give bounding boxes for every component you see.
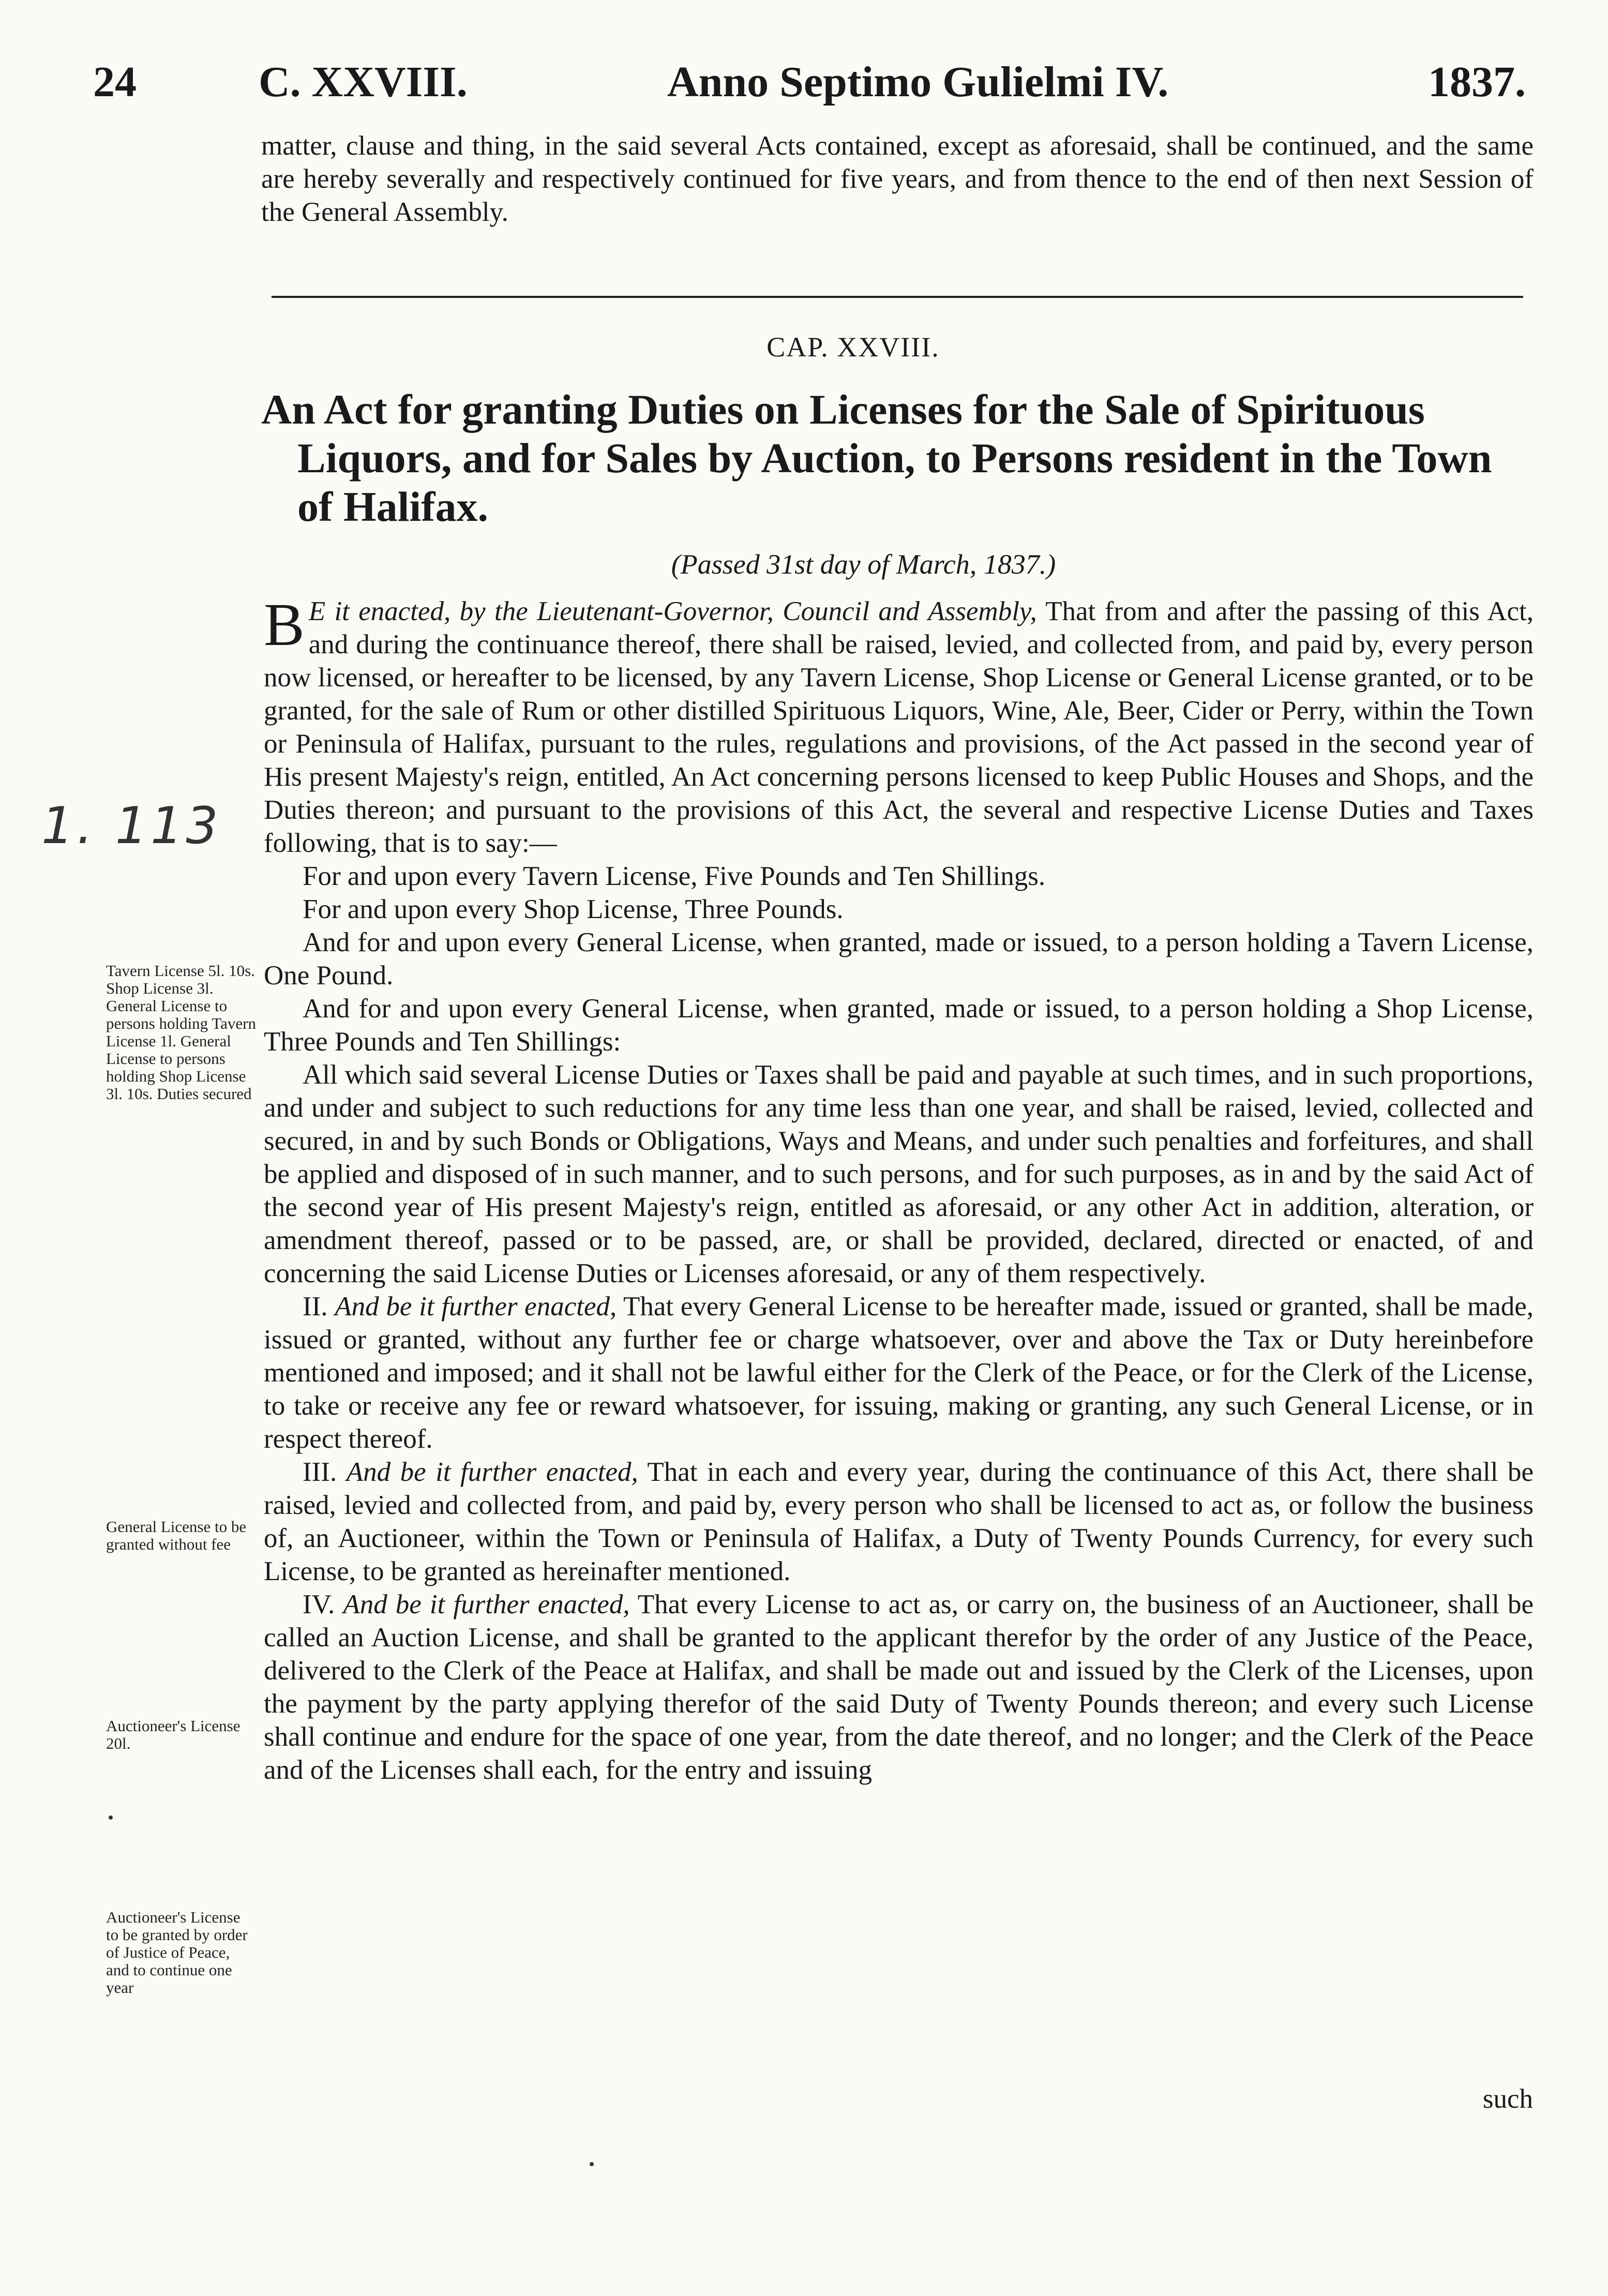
page-number: 24 — [93, 58, 137, 106]
section-4 — [264, 1588, 1534, 1787]
continued-text: matter, clause and thing, in the said several Acts contained, except as aforesaid, shall be continued, and the same are hereby severally and respectively continued for five years, and from thence to the end of then next Session of the General Assembly. — [261, 131, 1534, 227]
paragraph-text: That from and after the passing of this Act, and during the continuance thereof, there shall be raised, levied, and collected from, and paid by, every person now licensed, or hereafter to be licensed, by any Tavern License, Shop License or General License granted, or to be granted, for the sale of Rum or other distilled Spirituous Liquors, Wine, Ale, Beer, Cider or Perry, within the Town or Peninsula of Halifax, pursuant to the rules, regulations and provisions, of the Act passed in the second year of His present Majesty's reign, entitled, An Act concerning persons licensed to keep Public Houses and Shops, and the Duties thereon; and pursuant to the provisions of this Act, the several and respective License Duties and Taxes following, that is to say:— — [264, 596, 1534, 858]
running-title: Anno Septimo Gulielmi IV. — [667, 58, 1169, 106]
section-text: That every License to act as, or carry on, the business of an Auctioneer, shall be called an Auction License, and shall be granted to the applicant therefor by the order of any Justice of the Peace, delivered to the Clerk of the Peace at Halifax, and shall be made out and issued by the Clerk of the Licenses, upon the payment by the party applying therefor of the said Duty of Twenty Pounds thereon; and every such License shall continue and endure for the space of one year, from the date thereof, and no longer; and the Clerk of the Peace and of the Licenses shall each, for the entry and issuing — [264, 1589, 1534, 1785]
duty-general-shop: And for and upon every General License, when granted, made or issued, to a person holding a Shop License, Three Pounds and Ten Shillings: — [264, 994, 1534, 1057]
enacting-formula: E it enacted, by the Lieutenant-Governor, Council and Assembly, — [308, 596, 1037, 626]
section-3 — [264, 1455, 1534, 1588]
section-formula: And be it further enacted, — [335, 1292, 617, 1322]
section-text: That every General License to be hereafter made, issued or granted, shall be made, issued or granted, without any further fee or charge whatsoever, over and above the Tax or Duty hereinbefore mentioned and imposed; and it shall not be lawful either for the Clerk of the Peace, or for the Clerk of the License, to take or receive any fee or reward whatsoever, for issuing, making or granting, any such General License, or in respect thereof. — [264, 1292, 1534, 1454]
enacting-paragraph — [264, 591, 1534, 860]
margin-note-auctioneer-granting: Auctioneer's License to be granted by order of Justice of Peace, and to continue one year — [106, 1908, 248, 1997]
section-number: II. — [303, 1292, 328, 1322]
print-speck — [109, 1815, 113, 1820]
cap-heading: CAP. XXVIII. — [767, 332, 940, 363]
section-2 — [264, 1290, 1534, 1455]
act-title-text: An Act for granting Duties on Licenses for the Sale of Spirituous Liquors, and for Sales by Auction, to Persons resident in the Town of Halifax. — [261, 386, 1492, 530]
duty-tavern: For and upon every Tavern License, Five Pounds and Ten Shillings. — [303, 861, 1046, 891]
header-year: 1837. — [1428, 58, 1526, 106]
chapter-number: C. XXVIII. — [259, 58, 468, 106]
section-divider — [272, 296, 1523, 298]
running-header — [88, 57, 1531, 114]
act-body — [264, 591, 1534, 1787]
handwritten-note: 1. 113 — [41, 797, 221, 856]
act-title — [261, 385, 1528, 531]
section-formula: And be it further enacted, — [343, 1589, 630, 1619]
duties-payable-paragraph: All which said several License Duties or Taxes shall be paid and payable at such times, and in such proportions, and under and subject to such reductions for any time less than one year, and shall be raised, levied, collected and secured, in and by such Bonds or Obligations, Ways and Means, and under such penalties and forfeitures, and shall be applied and disposed of in such manner, and to such persons, and for such purposes, as in and by the said Act of the second year of His present Majesty's reign, entitled as aforesaid, or any other Act in addition, alteration, or amendment thereof, passed or to be passed, are, or shall be provided, declared, directed or enacted, of and concerning the said License Duties or Licenses aforesaid, or any of them respectively. — [264, 1060, 1534, 1288]
drop-cap: B — [264, 591, 305, 658]
section-number: IV. — [303, 1589, 335, 1619]
section-formula: And be it further enacted, — [346, 1457, 638, 1487]
section-text: That in each and every year, during the continuance of this Act, there shall be raised, levied and collected from, and paid by, every person who shall be licensed to act as, or follow the business of, an Auctioneer, within the Town or Peninsula of Halifax, a Duty of Twenty Pounds Currency, for every such License, to be granted as hereinafter mentioned. — [264, 1457, 1534, 1586]
margin-note-general-license: General License to be granted without fee — [106, 1518, 247, 1553]
section-number: III. — [303, 1457, 337, 1487]
duty-shop: For and upon every Shop License, Three Pounds. — [303, 894, 844, 924]
print-speck — [590, 2162, 594, 2166]
passed-date: (Passed 31st day of March, 1837.) — [671, 549, 1056, 580]
margin-note-auctioneer-license: Auctioneer's License 20l. — [106, 1717, 241, 1752]
catchword: such — [1482, 2084, 1533, 2114]
margin-note-duties: Tavern License 5l. 10s. Shop License 3l. General License to persons holding Tavern License 1l. General License to persons holding Shop License 3l. 10s. Duties secured — [106, 962, 256, 1103]
duty-general-tavern: And for and upon every General License, when granted, made or issued, to a person holding a Tavern License, One Pound. — [264, 927, 1534, 991]
